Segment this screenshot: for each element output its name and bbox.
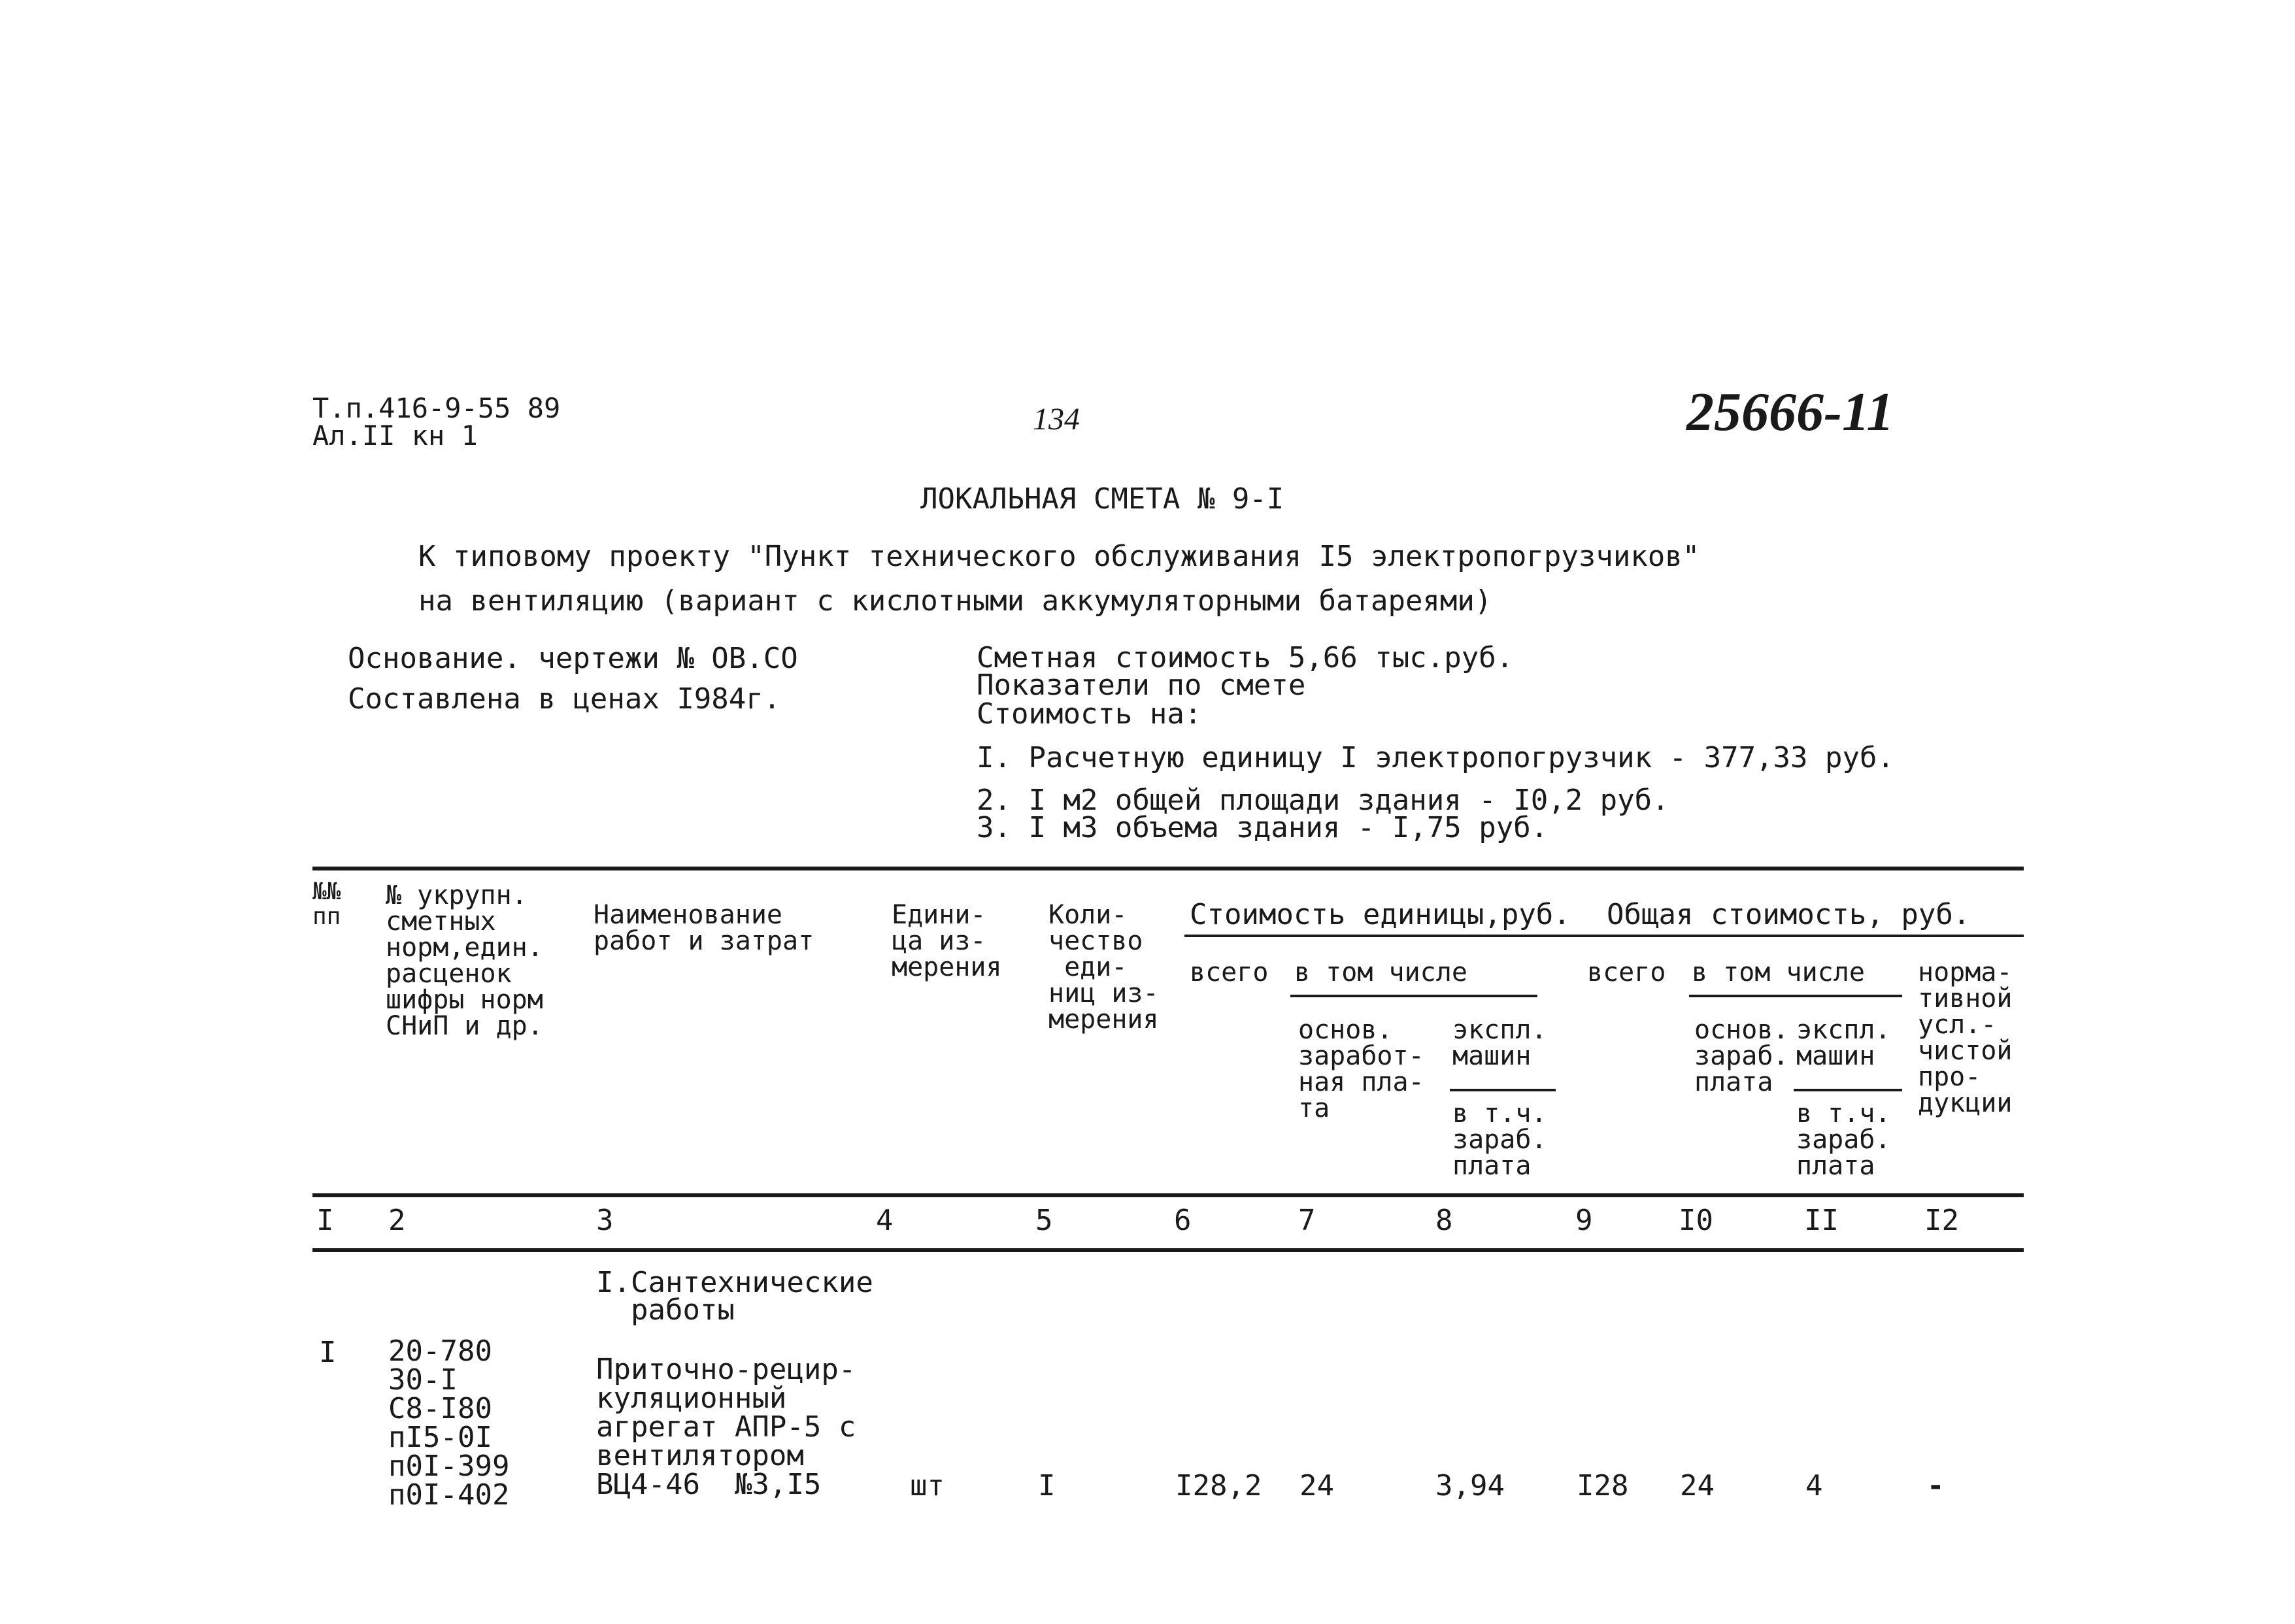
basis-prices: Составлена в ценах I984г.	[348, 682, 781, 716]
col-header-codes: № укрупн. сметных норм,един. расценок шифры норм СНиП и др.	[386, 880, 543, 1041]
row-total: I28	[1577, 1469, 1629, 1502]
column-number: 9	[1575, 1204, 1593, 1237]
basis-drawings: Основание. чертежи № ОВ.СО	[348, 642, 798, 675]
column-numbers-rule	[312, 1248, 2024, 1252]
col-header-total-machine: экспл. машин	[1796, 1015, 1891, 1071]
column-number: I0	[1679, 1204, 1713, 1237]
total-incl-rule	[1689, 995, 1902, 997]
document-number: 25666-11	[1686, 382, 1894, 442]
col-header-total-including: в том числе	[1692, 957, 1865, 987]
col-header-total-total: всего	[1587, 957, 1666, 987]
header-bottom-rule	[312, 1193, 2024, 1197]
column-number: 5	[1035, 1204, 1053, 1237]
col-header-unit-machine: экспл. машин	[1452, 1015, 1547, 1071]
unit-incl-rule	[1290, 995, 1537, 997]
project-code: Т.п.416-9-55 89	[312, 392, 561, 424]
column-number: 4	[876, 1204, 894, 1237]
row-codes: 20-780 30-I С8-I80 пI5-0I п0I-399 п0I-402	[388, 1334, 510, 1512]
column-number: 2	[388, 1204, 406, 1237]
table-top-rule	[312, 867, 2024, 870]
col-header-normative: норма- тивной усл.- чистой про- дукции	[1918, 957, 2013, 1118]
cost-group-rule	[1184, 935, 2024, 937]
section-title: I.Сантехнические работы	[596, 1266, 873, 1327]
row-number: I	[319, 1336, 337, 1369]
indicator-per-m3: 3. I м3 объема здания - I,75 руб.	[977, 811, 1549, 844]
column-number: 8	[1435, 1204, 1453, 1237]
row-quantity: I	[1038, 1469, 1056, 1502]
col-header-total-machine-wage: в т.ч. зараб. плата	[1796, 1099, 1891, 1181]
subtitle-line-2: на вентиляцию (вариант с кислотными аккумуляторными батареями)	[418, 584, 1492, 618]
document-title: ЛОКАЛЬНАЯ СМЕТА № 9-I	[920, 482, 1284, 516]
column-number: I2	[1924, 1204, 1959, 1237]
row-total-machine: 4	[1805, 1469, 1823, 1502]
album-number: Ал.II кн 1	[312, 420, 478, 452]
col-header-name: Наименование работ и затрат	[594, 900, 814, 956]
row-normative: -	[1927, 1469, 1945, 1502]
col-group-total-cost: Общая стоимость, руб.	[1607, 898, 1971, 931]
col-header-quantity: Коли- чество еди- ниц из- мерения	[1048, 900, 1159, 1035]
estimated-cost: Сметная стоимость 5,66 тыс.руб.	[977, 641, 1514, 674]
column-number: 7	[1298, 1204, 1316, 1237]
col-header-unit-wage: основ. заработ- ная пла- та	[1298, 1015, 1424, 1123]
row-total-wage: 24	[1680, 1469, 1715, 1502]
column-number: II	[1804, 1204, 1839, 1237]
column-number: 3	[596, 1204, 614, 1237]
col-header-unit-including: в том числе	[1294, 957, 1467, 987]
page-number: 134	[1033, 402, 1080, 437]
cost-for-label: Стоимость на:	[977, 697, 1202, 731]
total-machine-rule	[1794, 1089, 1902, 1091]
unit-machine-rule	[1450, 1089, 1556, 1091]
row-unit-total: I28,2	[1175, 1469, 1262, 1502]
row-name: Приточно-рецир- куляционный агрегат АПР-5 с вентилятором ВЦ4-46 №3,I5	[596, 1353, 856, 1501]
column-number: 6	[1174, 1204, 1192, 1237]
col-header-unit: Едини- ца из- мерения	[892, 900, 1002, 982]
indicator-per-unit: I. Расчетную единицу I электропогрузчик - 377,33 руб.	[977, 741, 1894, 774]
subtitle-line-1: К типовому проекту "Пункт технического обслуживания I5 электропогрузчиков"	[418, 540, 1700, 573]
col-group-unit-cost: Стоимость единицы,руб.	[1190, 898, 1571, 931]
col-header-row-number: №№ пп	[312, 878, 341, 930]
row-unit-wage: 24	[1299, 1469, 1334, 1502]
indicators-label: Показатели по смете	[977, 669, 1306, 702]
row-unit: шт	[910, 1469, 945, 1502]
col-header-unit-machine-wage: в т.ч. зараб. плата	[1452, 1099, 1547, 1181]
col-header-unit-total: всего	[1190, 957, 1269, 987]
col-header-total-wage: основ. зараб. плата	[1694, 1015, 1789, 1097]
row-unit-machine: 3,94	[1435, 1469, 1505, 1502]
column-number: I	[316, 1204, 334, 1237]
indicator-per-m2: 2. I м2 общей площади здания - I0,2 руб.	[977, 784, 1669, 817]
